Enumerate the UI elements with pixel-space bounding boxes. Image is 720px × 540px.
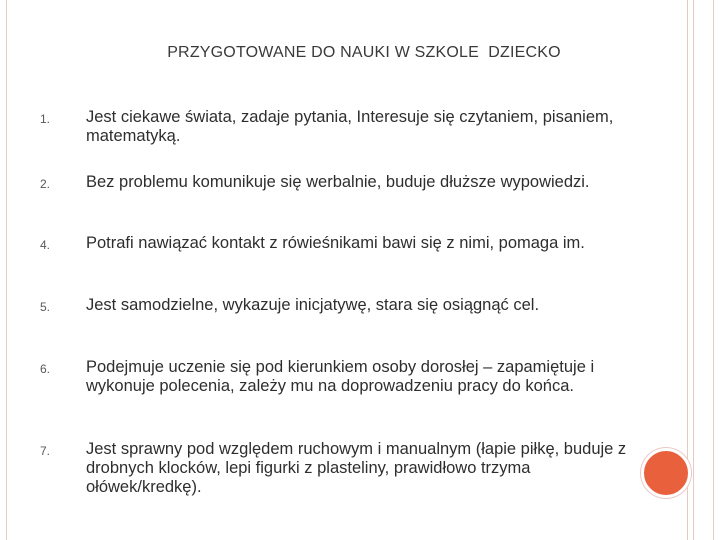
slide-title: PRZYGOTOWANE DO NAUKI W SZKOLE DZIECKO [167, 44, 561, 61]
list-item-text: Bez problemu komunikuje się werbalnie, buduje dłuższe wypowiedzi. [86, 173, 590, 191]
list-item-number: 1. [40, 112, 51, 126]
frame-line-right-outer [713, 0, 714, 540]
list-item-text: Jest sprawny pod względem ruchowym i manualnym (łapie piłkę, buduje z drobnych klocków, lepi figurki z plasteliny, prawidłowo trzyma ołówek/kredkę). [86, 440, 627, 496]
frame-line-left [6, 0, 7, 540]
list-item-number: 6. [40, 362, 51, 376]
frame-line-right-middle [693, 0, 694, 540]
decorative-circle [641, 448, 691, 498]
list-item-text: Podejmuje uczenie się pod kierunkiem osoby dorosłej – zapamiętuje i wykonuje polecenia, zależy mu na doprowadzeniu pracy do końca. [86, 358, 595, 395]
list-item-text: Jest ciekawe świata, zadaje pytania, Interesuje się czytaniem, pisaniem, matematyką. [86, 108, 614, 145]
list-item-text: Jest samodzielne, wykazuje inicjatywę, stara się osiągnąć cel. [86, 296, 540, 314]
list-item-number: 7. [40, 444, 51, 458]
list-item-number: 4. [40, 238, 51, 252]
list-item-number: 2. [40, 177, 51, 191]
list-item-text: Potrafi nawiązać kontakt z rówieśnikami bawi się z nimi, pomaga im. [86, 234, 585, 252]
list-item-number: 5. [40, 300, 51, 314]
